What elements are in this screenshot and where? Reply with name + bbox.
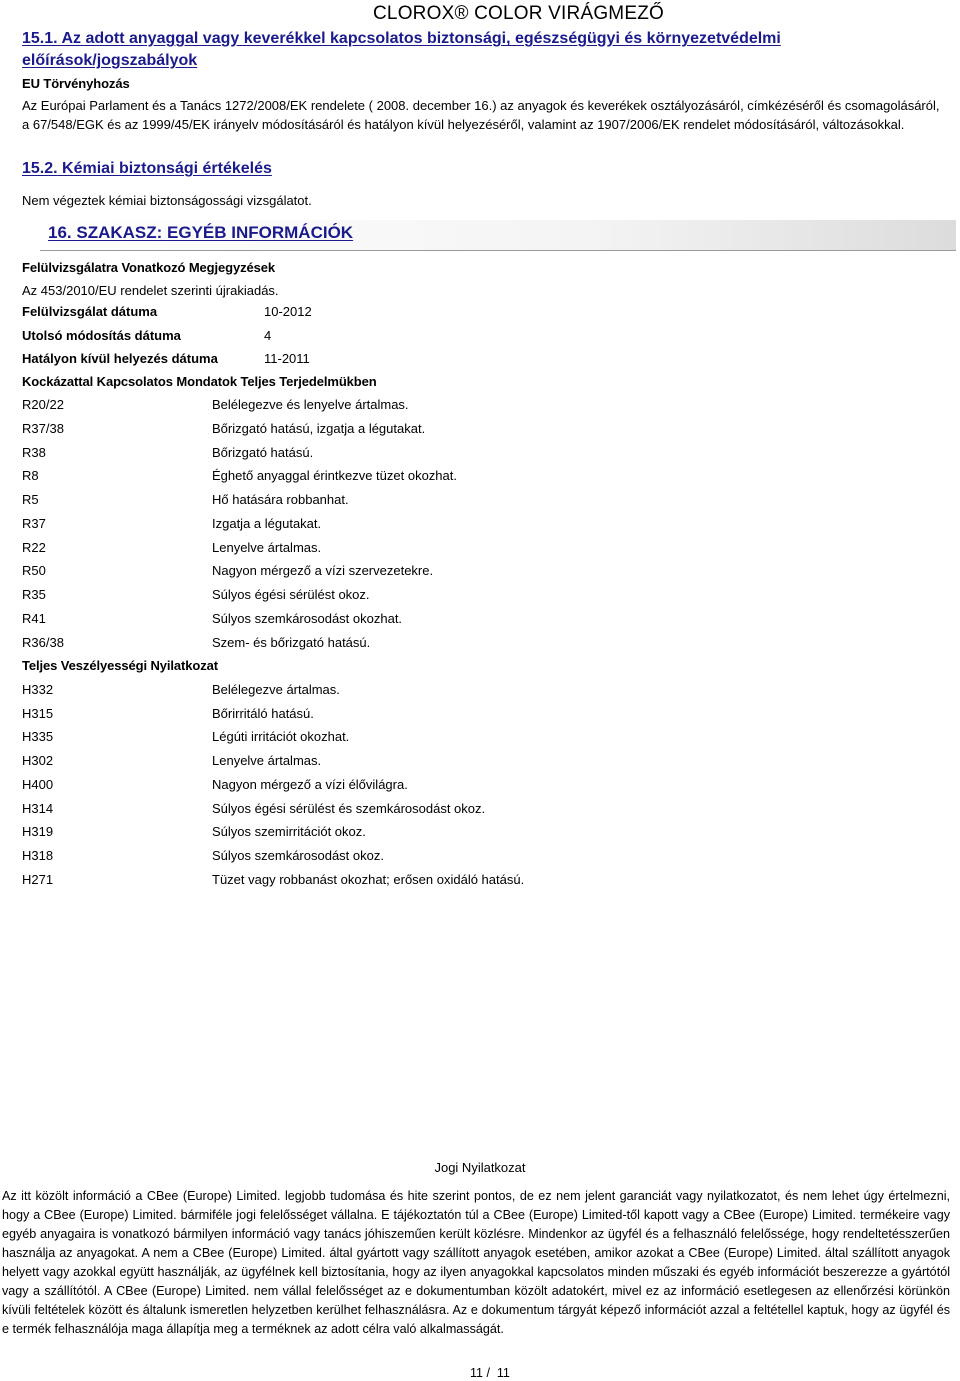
hazard-statement-code: H335 bbox=[22, 729, 54, 744]
risk-phrase-row bbox=[22, 397, 922, 417]
hazard-statement-text: Légúti irritációt okozhat. bbox=[212, 729, 350, 744]
hazard-statement-row bbox=[22, 706, 922, 726]
withdrawal-date-value: 11-2011 bbox=[264, 351, 310, 366]
risk-phrase-code: R37/38 bbox=[22, 421, 64, 436]
section-15-2-title: Kémiai biztonsági értékelés bbox=[62, 160, 272, 177]
risk-phrase-text: Szem- és bőrizgató hatású. bbox=[212, 635, 371, 650]
risk-phrase-text: Súlyos szemkárosodást okozhat. bbox=[212, 611, 403, 626]
risk-phrase-code: R41 bbox=[22, 611, 46, 626]
risk-phrase-code: R20/22 bbox=[22, 397, 64, 412]
section-15-2-number: 15.2. bbox=[22, 160, 58, 177]
hazard-statement-text: Súlyos szemkárosodást okoz. bbox=[212, 848, 384, 863]
risk-phrase-row bbox=[22, 445, 922, 465]
section-15-1-heading bbox=[22, 28, 822, 72]
hazard-statement-text: Bőrirritáló hatású. bbox=[212, 706, 314, 721]
risk-phrase-text: Hő hatására robbanhat. bbox=[212, 492, 349, 507]
chemical-safety-text: Nem végeztek kémiai biztonságossági vizsgálatot. bbox=[22, 193, 312, 208]
legal-disclaimer-heading: Jogi Nyilatkozat bbox=[434, 1160, 526, 1175]
product-title: CLOROX® COLOR VIRÁGMEZŐ bbox=[373, 3, 664, 24]
hazard-statements-heading: Teljes Veszélyességi Nyilatkozat bbox=[22, 658, 219, 673]
withdrawal-date-label: Hatályon kívül helyezés dátuma bbox=[22, 351, 218, 366]
hazard-statement-text: Súlyos szemirritációt okoz. bbox=[212, 824, 366, 839]
risk-phrase-code: R38 bbox=[22, 445, 46, 460]
hazard-statement-row bbox=[22, 801, 922, 821]
hazard-statement-code: H332 bbox=[22, 682, 54, 697]
page-number: 11 / 11 bbox=[470, 1366, 510, 1380]
risk-phrase-text: Lenyelve ártalmas. bbox=[212, 540, 322, 555]
risk-phrase-row bbox=[22, 587, 922, 607]
risk-phrase-code: R5 bbox=[22, 492, 39, 507]
section-16-banner bbox=[40, 220, 956, 251]
legal-disclaimer-text: Az itt közölt információ a CBee (Europe) Limited. legjobb tudomása és hite szerint pontos, de ez nem jelent garanciát vagy nyilatkozatot, és nem lehet úgy értelmezni, hogy a CBee (Europe) Limited. bármiféle jogi felelősséget vállalna. E tájékoztatón túl a CBee (Europe) Limited-től kapott vagy a CBee (Europe) Limited. termékeire vagy egyéb anyagaira is vonatkozó bármilyen információ vagy tanács jóhiszeműen került közlésre. Mindenkor az ügyfél és a felhasználó felelőssége, hogy rendeltetésszerűen használja az anyagokat. A nem a CBee (Europe) Limited. által gyártott vagy szállított anyagok esetében, amikor azokat a CBee (Europe) Limited. által szállított anyagok helyett vagy azokkal együtt használják, az ügyfélnek kell biztosítania, hogy az ilyen anyagokkal kapcsolatos minden műszaki és egyéb információt beszerezze a gyártótól vagy a szállítótól. A CBee (Europe) Limited. nem vállal felelősséget az e dokumentumban közölt adatokért, mivel ez az információ esetlegesen az ellenőrzési körünkön kívüli feltételek között és általunk ismeretlen helyzetben kerülhet felhasználásra. Az e dokumentum tárgyát képező információt azzal a feltétellel kaptuk, hogy az ügyfél és e termék felhasználója maga állapítja meg a terméknek az adott célra való alkalmasságát. bbox=[2, 1189, 950, 1336]
risk-phrase-code: R37 bbox=[22, 516, 46, 531]
hazard-statement-code: H315 bbox=[22, 706, 54, 721]
risk-phrase-code: R36/38 bbox=[22, 635, 64, 650]
risk-phrase-text: Belélegezve és lenyelve ártalmas. bbox=[212, 397, 409, 412]
risk-phrase-text: Izgatja a légutakat. bbox=[212, 516, 322, 531]
section-15-2-heading bbox=[22, 158, 272, 180]
risk-phrase-row bbox=[22, 611, 922, 631]
risk-phrase-code: R35 bbox=[22, 587, 46, 602]
hazard-statement-text: Tüzet vagy robbanást okozhat; erősen oxidáló hatású. bbox=[212, 872, 525, 887]
risk-phrase-row bbox=[22, 635, 922, 655]
last-modified-label: Utolsó módosítás dátuma bbox=[22, 328, 181, 343]
hazard-statement-code: H271 bbox=[22, 872, 54, 887]
section-16-heading: 16. SZAKASZ: EGYÉB INFORMÁCIÓK bbox=[48, 223, 354, 242]
review-notes-text: Az 453/2010/EU rendelet szerinti újrakiadás. bbox=[22, 283, 279, 298]
risk-phrases-heading: Kockázattal Kapcsolatos Mondatok Teljes Terjedelmükben bbox=[22, 374, 377, 389]
hazard-statement-text: Lenyelve ártalmas. bbox=[212, 753, 322, 768]
risk-phrase-code: R8 bbox=[22, 468, 39, 483]
risk-phrase-row bbox=[22, 492, 922, 512]
hazard-statement-code: H318 bbox=[22, 848, 54, 863]
hazard-statement-row bbox=[22, 729, 922, 749]
hazard-statement-row bbox=[22, 753, 922, 773]
last-modified-value: 4 bbox=[264, 328, 272, 343]
risk-phrase-text: Nagyon mérgező a vízi szervezetekre. bbox=[212, 563, 434, 578]
eu-legislation-label: EU Törvényhozás bbox=[22, 76, 130, 91]
review-date-label: Felülvizsgálat dátuma bbox=[22, 304, 158, 319]
risk-phrase-code: R22 bbox=[22, 540, 46, 555]
hazard-statement-code: H302 bbox=[22, 753, 54, 768]
review-date-value: 10-2012 bbox=[264, 304, 312, 319]
risk-phrase-row bbox=[22, 563, 922, 583]
risk-phrase-row bbox=[22, 468, 922, 488]
risk-phrase-text: Bőrizgató hatású, izgatja a légutakat. bbox=[212, 421, 426, 436]
hazard-statement-text: Nagyon mérgező a vízi élővilágra. bbox=[212, 777, 408, 792]
hazard-statement-row bbox=[22, 848, 922, 868]
hazard-statement-row bbox=[22, 777, 922, 797]
risk-phrase-text: Éghető anyaggal érintkezve tüzet okozhat. bbox=[212, 468, 457, 483]
hazard-statement-text: Súlyos égési sérülést és szemkárosodást okoz. bbox=[212, 801, 486, 816]
risk-phrase-row bbox=[22, 540, 922, 560]
hazard-statement-code: H400 bbox=[22, 777, 54, 792]
risk-phrase-row bbox=[22, 516, 922, 536]
section-15-1-number: 15.1. bbox=[22, 30, 58, 47]
risk-phrase-text: Súlyos égési sérülést okoz. bbox=[212, 587, 370, 602]
hazard-statement-code: H319 bbox=[22, 824, 54, 839]
eu-regulation-text: Az Európai Parlament és a Tanács 1272/2008/EK rendelete ( 2008. december 16.) az anyagok és keverékek osztályozásáról, címkézéséről és csomagolásáról, a 67/548/EGK és az 1999/45/EK irányelv módosításáról és hatályon kívül helyezéséről, valamint az 1907/2006/EK rendelet módosításáról, változásokkal. bbox=[22, 98, 940, 132]
risk-phrase-text: Bőrizgató hatású. bbox=[212, 445, 314, 460]
hazard-statement-text: Belélegezve ártalmas. bbox=[212, 682, 340, 697]
hazard-statement-row bbox=[22, 824, 922, 844]
section-15-1-title: Az adott anyaggal vagy keverékkel kapcsolatos biztonsági, egészségügyi és környezetvédelmi előírások/jogszabályok bbox=[22, 30, 781, 69]
review-notes-heading: Felülvizsgálatra Vonatkozó Megjegyzések bbox=[22, 260, 276, 275]
hazard-statement-code: H314 bbox=[22, 801, 54, 816]
hazard-statement-row bbox=[22, 682, 922, 702]
hazard-statement-row bbox=[22, 872, 922, 892]
risk-phrase-row bbox=[22, 421, 922, 441]
risk-phrase-code: R50 bbox=[22, 563, 46, 578]
